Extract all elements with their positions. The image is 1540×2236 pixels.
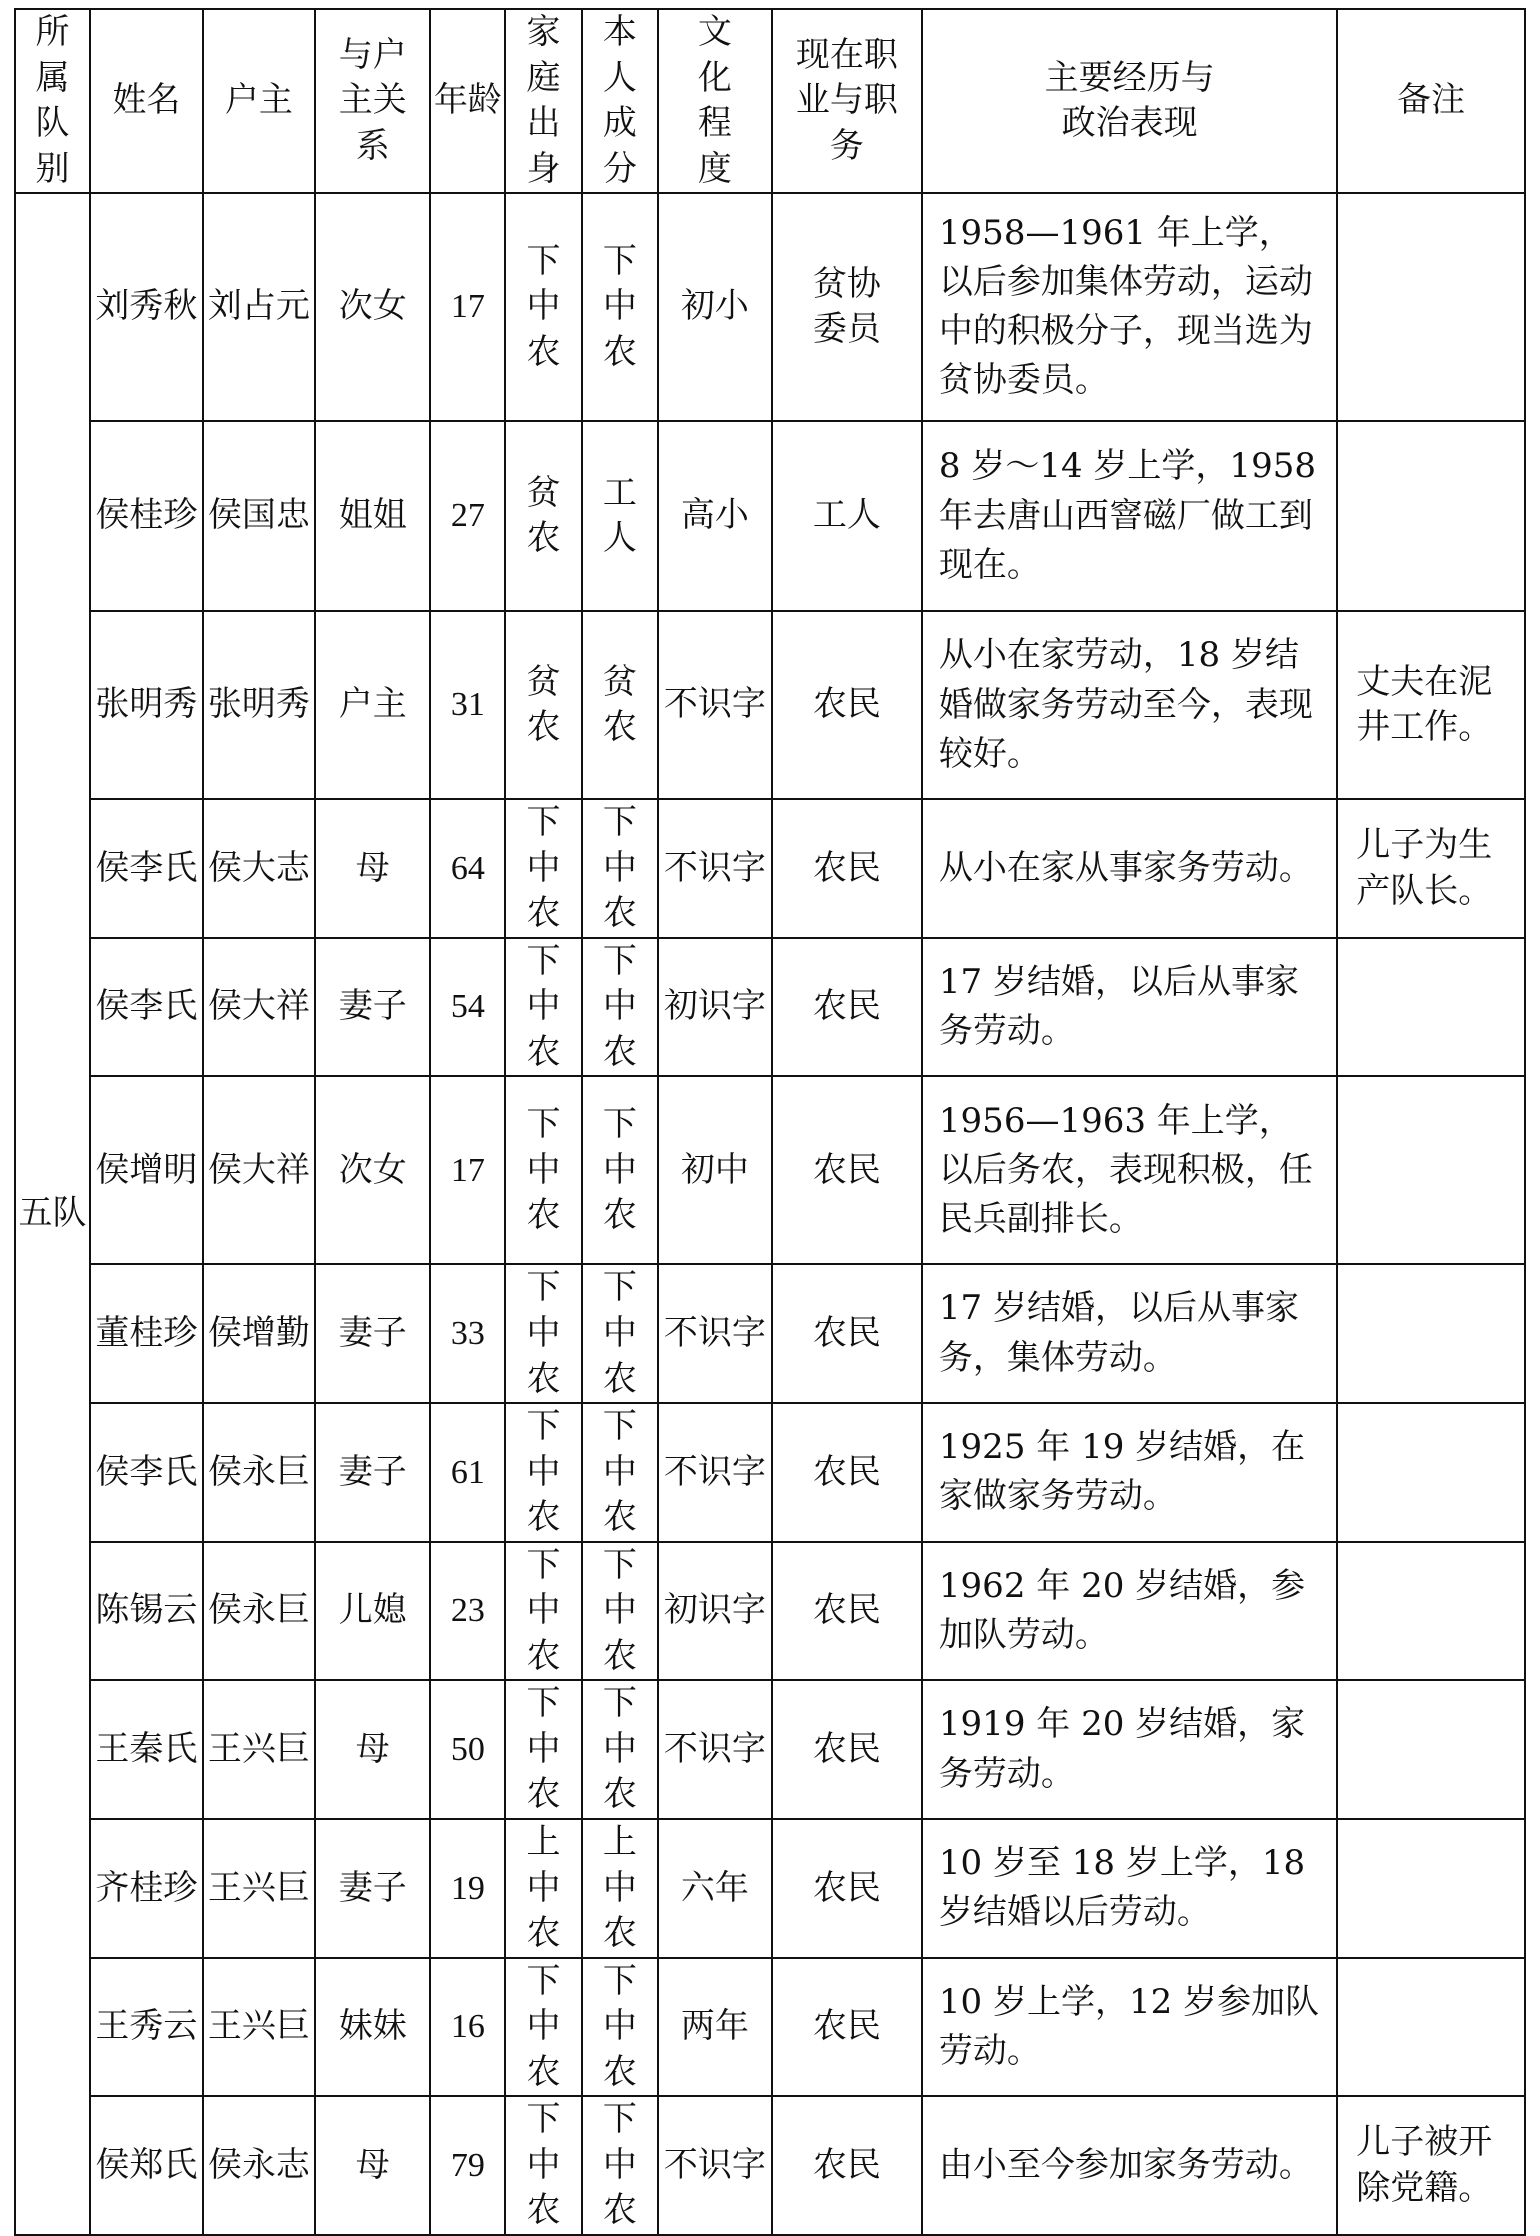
- cell-personal-status: [582, 1403, 658, 1542]
- table-row: [15, 1403, 1525, 1542]
- cell-name: 侯郑氏: [90, 2096, 203, 2235]
- cell-family-origin-text: 下中农: [526, 1960, 561, 2092]
- table-row: [15, 938, 1525, 1077]
- cell-family-origin: [505, 611, 581, 799]
- cell-head: 侯增勤: [203, 1264, 316, 1403]
- cell-personal-status-text: 上中农: [602, 1822, 637, 1954]
- table-row: [15, 1819, 1525, 1958]
- cell-personal-status-text: 下中农: [602, 1960, 637, 2092]
- header-occupation: 现在职业与职务: [772, 9, 922, 193]
- cell-relation: 姐姐: [315, 421, 430, 611]
- cell-personal-status-text: 下中农: [602, 940, 637, 1072]
- cell-head: 王兴巨: [203, 1819, 316, 1958]
- cell-personal-status-text: 下中农: [602, 1267, 637, 1399]
- header-name: 姓名: [90, 9, 203, 193]
- cell-personal-status-text: 下中农: [602, 1406, 637, 1538]
- cell-age: 31: [430, 611, 505, 799]
- cell-family-origin-text: 下中农: [526, 2099, 561, 2231]
- cell-name: 刘秀秋: [90, 193, 203, 421]
- cell-family-origin-text: 下中农: [526, 802, 561, 934]
- cell-note: [1337, 1958, 1525, 2097]
- cell-experience: 从小在家劳动，18 岁结婚做家务劳动至今，表现较好。: [922, 611, 1337, 799]
- cell-occupation: [772, 1819, 922, 1958]
- cell-name: 王秀云: [90, 1958, 203, 2097]
- cell-occupation: [772, 1958, 922, 2097]
- cell-head: 侯大志: [203, 799, 316, 938]
- table-row: [15, 799, 1525, 938]
- table-row: [15, 1680, 1525, 1819]
- cell-personal-status: [582, 193, 658, 421]
- cell-age: 33: [430, 1264, 505, 1403]
- cell-personal-status: [582, 421, 658, 611]
- cell-name: 侯李氏: [90, 1403, 203, 1542]
- cell-team: 五队: [15, 193, 90, 2235]
- cell-personal-status-text: 下中农: [602, 802, 637, 934]
- cell-family-origin-text: 下中农: [526, 1267, 561, 1399]
- cell-age: 17: [430, 1076, 505, 1264]
- cell-family-origin-text: 下中农: [526, 1406, 561, 1538]
- table-header: [15, 9, 1525, 193]
- header-age: 年龄: [430, 9, 505, 193]
- cell-occupation: [772, 2096, 922, 2235]
- header-head: 户主: [203, 9, 316, 193]
- cell-personal-status: [582, 938, 658, 1077]
- cell-relation: 妻子: [315, 1403, 430, 1542]
- cell-occupation: [772, 1542, 922, 1681]
- cell-education: 不识字: [658, 2096, 772, 2235]
- cell-occupation-text: 农民: [812, 2144, 881, 2185]
- cell-head: 王兴巨: [203, 1958, 316, 2097]
- table-body: [15, 193, 1525, 2235]
- cell-occupation-text: 农民: [812, 1590, 881, 1631]
- cell-relation: 妻子: [315, 1264, 430, 1403]
- cell-family-origin: [505, 799, 581, 938]
- cell-education: 初识字: [658, 1542, 772, 1681]
- cell-education: 初识字: [658, 938, 772, 1077]
- cell-note: [1337, 421, 1525, 611]
- header-family-origin: 家庭出身: [505, 9, 581, 193]
- cell-occupation-text: 农民: [812, 1867, 881, 1908]
- cell-personal-status-text: 工人: [602, 472, 637, 559]
- cell-relation: 儿媳: [315, 1542, 430, 1681]
- cell-education: 高小: [658, 421, 772, 611]
- cell-family-origin: [505, 1542, 581, 1681]
- cell-experience: 1962 年 20 岁结婚，参加队劳动。: [922, 1542, 1337, 1681]
- cell-education: 初中: [658, 1076, 772, 1264]
- table-row: [15, 1958, 1525, 2097]
- cell-relation: 户主: [315, 611, 430, 799]
- cell-head: 侯永巨: [203, 1403, 316, 1542]
- cell-family-origin: [505, 1403, 581, 1542]
- cell-age: 61: [430, 1403, 505, 1542]
- cell-note: [1337, 193, 1525, 421]
- cell-experience: 17 岁结婚，以后从事家务，集体劳动。: [922, 1264, 1337, 1403]
- cell-age: 17: [430, 193, 505, 421]
- cell-family-origin: [505, 938, 581, 1077]
- cell-head: 侯永巨: [203, 1542, 316, 1681]
- cell-occupation-text: 农民: [812, 1451, 881, 1492]
- cell-occupation-text: 工人: [812, 495, 881, 536]
- cell-family-origin: [505, 421, 581, 611]
- cell-occupation-text: 贫协委员: [812, 263, 881, 350]
- cell-family-origin-text: 下中农: [526, 1104, 561, 1236]
- cell-note: [1337, 1264, 1525, 1403]
- cell-occupation: [772, 1403, 922, 1542]
- cell-head: 侯大祥: [203, 1076, 316, 1264]
- table-row: [15, 193, 1525, 421]
- cell-education: 六年: [658, 1819, 772, 1958]
- header-relation: 与户主关系: [315, 9, 430, 193]
- cell-occupation: [772, 1264, 922, 1403]
- household-record-table: [14, 8, 1526, 2236]
- cell-relation: 次女: [315, 193, 430, 421]
- cell-education: 不识字: [658, 1403, 772, 1542]
- cell-head: 张明秀: [203, 611, 316, 799]
- cell-family-origin-text: 贫农: [526, 661, 561, 748]
- cell-occupation-text: 农民: [812, 986, 881, 1027]
- cell-family-origin: [505, 2096, 581, 2235]
- cell-education: 不识字: [658, 799, 772, 938]
- cell-personal-status-text: 下中农: [602, 2099, 637, 2231]
- cell-experience: 1925 年 19 岁结婚，在家做家务劳动。: [922, 1403, 1337, 1542]
- cell-occupation-text: 农民: [812, 1728, 881, 1769]
- cell-name: 张明秀: [90, 611, 203, 799]
- cell-personal-status: [582, 611, 658, 799]
- cell-education: 不识字: [658, 1264, 772, 1403]
- cell-name: 侯李氏: [90, 938, 203, 1077]
- cell-name: 王秦氏: [90, 1680, 203, 1819]
- cell-personal-status: [582, 1076, 658, 1264]
- cell-note: [1337, 1680, 1525, 1819]
- cell-name: 董桂珍: [90, 1264, 203, 1403]
- cell-experience: 17 岁结婚，以后从事家务劳动。: [922, 938, 1337, 1077]
- cell-education: 初小: [658, 193, 772, 421]
- cell-family-origin: [505, 193, 581, 421]
- cell-occupation-text: 农民: [812, 847, 881, 888]
- cell-relation: 次女: [315, 1076, 430, 1264]
- cell-family-origin-text: 下中农: [526, 1683, 561, 1815]
- cell-age: 19: [430, 1819, 505, 1958]
- cell-occupation: [772, 421, 922, 611]
- cell-occupation: [772, 799, 922, 938]
- cell-relation: 妹妹: [315, 1958, 430, 2097]
- cell-note: 丈夫在泥井工作。: [1337, 611, 1525, 799]
- cell-personal-status: [582, 2096, 658, 2235]
- cell-note: 儿子为生产队长。: [1337, 799, 1525, 938]
- cell-occupation-text: 农民: [812, 2006, 881, 2047]
- cell-note: [1337, 1076, 1525, 1264]
- table-row: [15, 2096, 1525, 2235]
- cell-experience: 从小在家从事家务劳动。: [922, 799, 1337, 938]
- cell-occupation-text: 农民: [812, 1313, 881, 1354]
- cell-personal-status: [582, 1819, 658, 1958]
- cell-personal-status: [582, 1958, 658, 2097]
- cell-education: 两年: [658, 1958, 772, 2097]
- cell-experience: 10 岁至 18 岁上学，18 岁结婚以后劳动。: [922, 1819, 1337, 1958]
- cell-family-origin-text: 下中农: [526, 1544, 561, 1676]
- cell-age: 50: [430, 1680, 505, 1819]
- cell-family-origin-text: 下中农: [526, 240, 561, 372]
- cell-head: 刘占元: [203, 193, 316, 421]
- cell-relation: 妻子: [315, 938, 430, 1077]
- header-row: [15, 9, 1525, 193]
- cell-relation: 母: [315, 1680, 430, 1819]
- header-experience: 主要经历与政治表现: [922, 9, 1337, 193]
- cell-occupation: [772, 193, 922, 421]
- cell-head: 侯国忠: [203, 421, 316, 611]
- cell-head: 侯永志: [203, 2096, 316, 2235]
- cell-note: [1337, 1403, 1525, 1542]
- cell-relation: 妻子: [315, 1819, 430, 1958]
- cell-personal-status: [582, 799, 658, 938]
- cell-personal-status: [582, 1680, 658, 1819]
- cell-age: 64: [430, 799, 505, 938]
- cell-experience: 1919 年 20 岁结婚，家务劳动。: [922, 1680, 1337, 1819]
- cell-note: [1337, 1819, 1525, 1958]
- cell-personal-status-text: 下中农: [602, 1104, 637, 1236]
- cell-age: 27: [430, 421, 505, 611]
- cell-family-origin-text: 贫农: [526, 472, 561, 559]
- header-education: 文化程度: [658, 9, 772, 193]
- cell-age: 79: [430, 2096, 505, 2235]
- cell-age: 16: [430, 1958, 505, 2097]
- cell-name: 侯增明: [90, 1076, 203, 1264]
- cell-relation: 母: [315, 2096, 430, 2235]
- cell-name: 齐桂珍: [90, 1819, 203, 1958]
- cell-personal-status: [582, 1264, 658, 1403]
- cell-family-origin: [505, 1264, 581, 1403]
- cell-relation: 母: [315, 799, 430, 938]
- cell-head: 侯大祥: [203, 938, 316, 1077]
- cell-personal-status-text: 贫农: [602, 661, 637, 748]
- cell-note: [1337, 938, 1525, 1077]
- cell-name: 侯李氏: [90, 799, 203, 938]
- header-note: 备注: [1337, 9, 1525, 193]
- cell-occupation: [772, 1076, 922, 1264]
- cell-name: 陈锡云: [90, 1542, 203, 1681]
- cell-personal-status-text: 下中农: [602, 1544, 637, 1676]
- cell-name: 侯桂珍: [90, 421, 203, 611]
- cell-occupation: [772, 938, 922, 1077]
- cell-education: 不识字: [658, 611, 772, 799]
- cell-family-origin: [505, 1819, 581, 1958]
- household-record-table-container: [14, 8, 1526, 2236]
- cell-personal-status-text: 下中农: [602, 240, 637, 372]
- table-row: [15, 1076, 1525, 1264]
- cell-personal-status: [582, 1542, 658, 1681]
- cell-education: 不识字: [658, 1680, 772, 1819]
- cell-family-origin: [505, 1076, 581, 1264]
- header-team: 所属队别: [15, 9, 90, 193]
- cell-experience: 由小至今参加家务劳动。: [922, 2096, 1337, 2235]
- cell-age: 23: [430, 1542, 505, 1681]
- cell-experience: 8 岁～14 岁上学，1958 年去唐山西窨磁厂做工到现在。: [922, 421, 1337, 611]
- cell-note: 儿子被开除党籍。: [1337, 2096, 1525, 2235]
- cell-age: 54: [430, 938, 505, 1077]
- table-row: [15, 1542, 1525, 1681]
- cell-occupation-text: 农民: [812, 684, 881, 725]
- cell-family-origin-text: 上中农: [526, 1822, 561, 1954]
- cell-family-origin: [505, 1680, 581, 1819]
- cell-occupation: [772, 611, 922, 799]
- header-personal-status: 本人成分: [582, 9, 658, 193]
- cell-occupation-text: 农民: [812, 1149, 881, 1190]
- cell-family-origin: [505, 1958, 581, 2097]
- cell-family-origin-text: 下中农: [526, 940, 561, 1072]
- cell-personal-status-text: 下中农: [602, 1683, 637, 1815]
- cell-experience: 10 岁上学，12 岁参加队劳动。: [922, 1958, 1337, 2097]
- cell-note: [1337, 1542, 1525, 1681]
- cell-head: 王兴巨: [203, 1680, 316, 1819]
- cell-occupation: [772, 1680, 922, 1819]
- cell-experience: 1958—1961 年上学，以后参加集体劳动，运动中的积极分子，现当选为贫协委员。: [922, 193, 1337, 421]
- table-row: [15, 1264, 1525, 1403]
- table-row: [15, 611, 1525, 799]
- table-row: [15, 421, 1525, 611]
- cell-experience: 1956—1963 年上学，以后务农，表现积极，任民兵副排长。: [922, 1076, 1337, 1264]
